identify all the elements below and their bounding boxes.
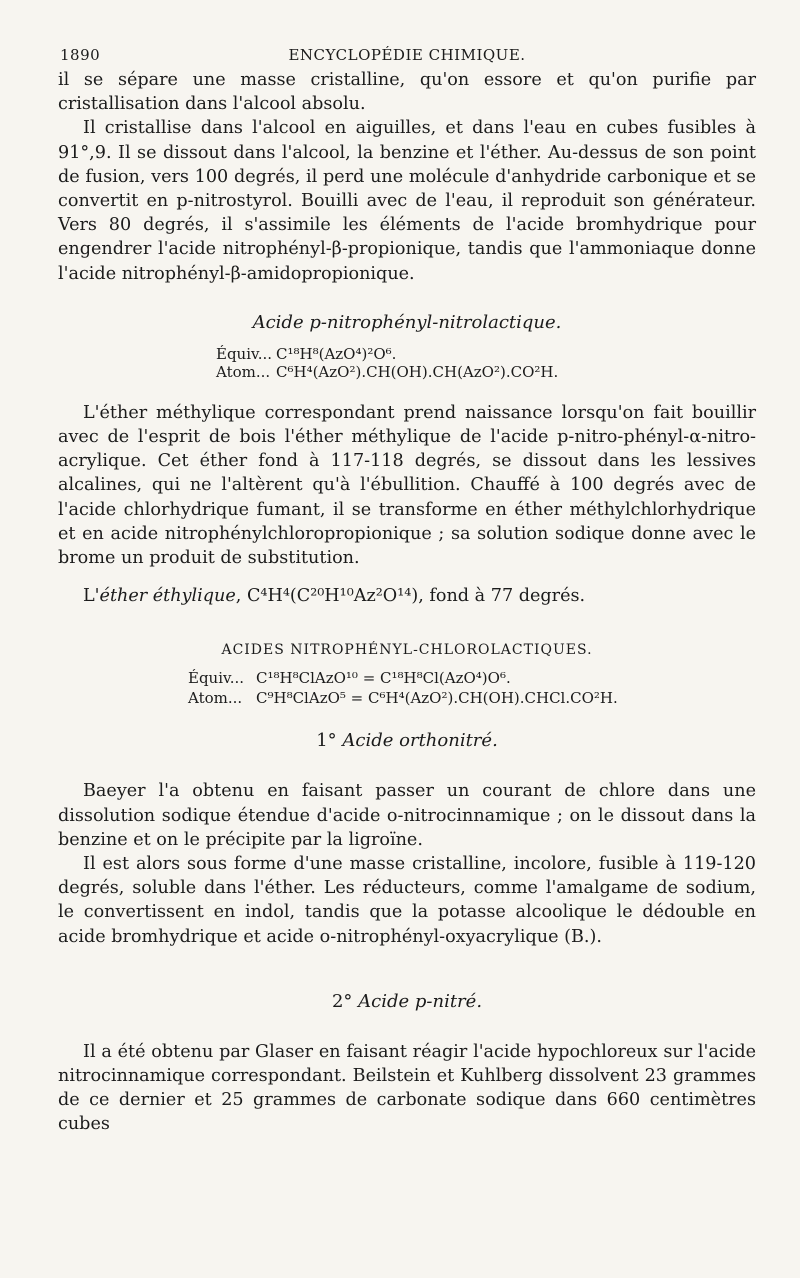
paragraph-7: Il a été obtenu par Glaser en faisant réagir l'acide hypochloreux sur l'acide nitrocinnamique correspondant. Beilstein et Kuhlberg dissolvent 23 grammes de ce dernier et 25 grammes de carbonate sodique dans 660 centimètres cubes xyxy=(58,1041,756,1135)
subsection-title-1 xyxy=(58,730,756,751)
subsection-title-2 xyxy=(58,991,756,1012)
page-header xyxy=(58,40,756,68)
paragraph-5: Baeyer l'a obtenu en faisant passer un courant de chlore dans une dissolution sodique étendue d'acide o-nitrocinnamique ; on le dissout dans la benzine et on le précipite par la ligroïne. xyxy=(58,781,756,850)
formula-row-equiv xyxy=(188,668,756,688)
section-heading: ACIDES NITROPHÉNYL-CHLOROLACTIQUES. xyxy=(221,642,593,659)
p4-italic: éther éthylique xyxy=(99,586,236,607)
formula-equiv: C¹⁸H⁸(AzO⁴)²O⁶. xyxy=(276,344,397,363)
formula-block-1 xyxy=(216,345,756,381)
formula-row-atom xyxy=(216,363,756,381)
page-number: 1890 xyxy=(60,46,101,64)
formula-label: Équiv... xyxy=(216,344,273,363)
subsection-number: 2° xyxy=(331,990,353,1012)
formula-label: Atom... xyxy=(216,362,271,381)
formula-equiv: C¹⁸H⁸ClAzO¹⁰ = C¹⁸H⁸Cl(AzO⁴)O⁶. xyxy=(256,669,511,688)
paragraph-4: L'éther éthylique, C⁴H⁴(C²⁰H¹⁰Az²O¹⁴), fond à 77 degrés. xyxy=(83,586,586,607)
p4-formula: C⁴H⁴(C²⁰H¹⁰Az²O¹⁴) xyxy=(246,586,419,607)
running-title: ENCYCLOPÉDIE CHIMIQUE. xyxy=(288,46,526,64)
compound-title-1: Acide p-nitrophényl-nitrolactique. xyxy=(252,311,562,333)
formula-row-equiv xyxy=(216,345,756,363)
formula-row-atom xyxy=(188,688,756,708)
subsection-name: Acide orthonitré. xyxy=(342,730,498,752)
paragraph-6: Il est alors sous forme d'une masse cristalline, incolore, fusible à 119-120 degrés, soluble dans l'éther. Les réducteurs, comme l'amalgame de sodium, le convertissent en indol, tandis que la potasse alcoolique le dédouble en acide bromhydrique et acide o-nitrophényl-oxyacrylique (B.). xyxy=(58,854,756,947)
p4-lead: L' xyxy=(83,586,100,607)
paragraph-2: Il cristallise dans l'alcool en aiguilles, et dans l'eau en cubes fusibles à 91°,9. Il se dissout dans l'alcool, la benzine et l'éther. Au-dessus de son point de fusion, vers 100 degrés, il perd une molécule d'anhydride carbonique et se convertit en p-nitrostyrol. Bouilli avec de l'eau, il reproduit son générateur. Vers 80 degrés, il s'assimile les éléments de l'acide bromhydrique pour engendrer l'acide nitrophényl-β-propionique, tandis que l'ammoniaque donne l'acide nitrophényl-β-amidopropionique. xyxy=(58,118,756,284)
paragraph-3: L'éther méthylique correspondant prend naissance lorsqu'on fait bouillir avec de l'esprit de bois l'éther méthylique de l'acide p-nitro-phényl-α-nitro-acrylique. Cet éther fond à 117-118 degrés, se dissout dans les lessives alcalines, qui ne l'altèrent qu'à l'ébullition. Chauffé à 100 degrés avec de l'acide chlorhydrique fumant, il se transforme en éther méthylchlorhydrique et en acide nitrophénylchloropropionique ; sa solution sodique donne avec le brome un produit de substitution. xyxy=(58,402,756,569)
formula-atom: C⁶H⁴(AzO²).CH(OH).CH(AzO²).CO²H. xyxy=(276,362,559,381)
subsection-name: Acide p-nitré. xyxy=(358,990,483,1012)
formula-atom: C⁹H⁸ClAzO⁵ = C⁶H⁴(AzO²).CH(OH).CHCl.CO²H. xyxy=(256,689,618,708)
page xyxy=(58,40,756,1137)
formula-label: Atom... xyxy=(188,689,243,708)
paragraph-1: il se sépare une masse cristalline, qu'on essore et qu'on purifie par cristallisation dans l'alcool absolu. xyxy=(58,70,756,115)
p4-end: , fond à 77 degrés. xyxy=(418,586,586,607)
formula-block-2 xyxy=(188,668,756,708)
subsection-number: 1° xyxy=(316,730,337,752)
formula-label: Équiv... xyxy=(188,669,245,688)
